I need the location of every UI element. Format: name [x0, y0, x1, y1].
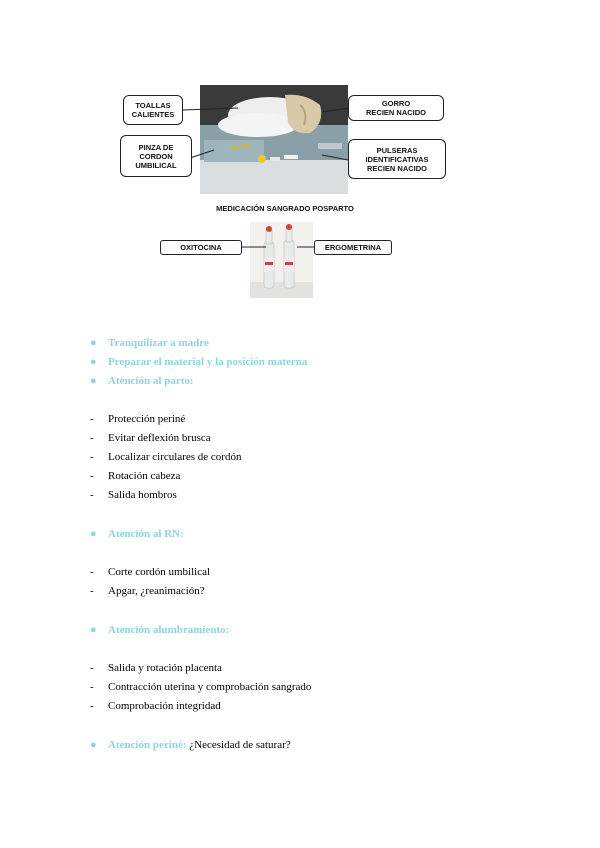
bullet-delivery: ● Atención al parto:	[90, 375, 194, 387]
bullet-icon: ●	[90, 528, 97, 540]
list-item: - Salida y rotación placenta	[90, 662, 222, 674]
callout-towels: TOALLAS CALIENTES	[123, 95, 183, 125]
drug-oxitocina: OXITOCINA	[160, 240, 242, 255]
bullet-calm: ● Tranquilizar a madre	[90, 337, 209, 349]
drug-ergometrina: ERGOMETRINA	[314, 240, 392, 255]
list-item: - Apgar, ¿reanimación?	[90, 585, 205, 597]
medication-title: MEDICACIÓN SANGRADO POSPARTO	[216, 204, 354, 213]
bullet-icon: ●	[90, 739, 97, 751]
callout-cap: GORRO RECIEN NACIDO	[348, 95, 444, 121]
bullet-perineum: ● Atención periné: ¿Necesidad de saturar?	[90, 739, 291, 751]
list-item: - Localizar circulares de cordón	[90, 451, 242, 463]
list-item: - Corte cordón umbilical	[90, 566, 211, 578]
bullet-icon: ●	[90, 624, 97, 636]
list-item: - Rotación cabeza	[90, 470, 181, 482]
list-item: - Comprobación integridad	[90, 700, 221, 712]
bullet-prepare: ● Preparar el material y la posición materna	[90, 356, 308, 368]
list-item: - Contracción uterina y comprobación sangrado	[90, 681, 312, 693]
callout-clamp: PINZA DE CORDON UMBILICAL	[120, 135, 192, 177]
list-item: - Evitar deflexión brusca	[90, 432, 211, 444]
bullet-placenta: ● Atención alumbramiento:	[90, 624, 230, 636]
list-item: - Salida hombros	[90, 489, 177, 501]
callout-bracelets: PULSERAS IDENTIFICATIVAS RECIEN NACIDO	[348, 139, 446, 179]
bullet-icon: ●	[90, 337, 97, 349]
bullet-newborn: ● Atención al RN:	[90, 528, 184, 540]
drug-lines	[0, 0, 600, 310]
list-item: - Protección periné	[90, 413, 186, 425]
bullet-icon: ●	[90, 356, 97, 368]
perineum-question: ¿Necesidad de saturar?	[189, 739, 291, 751]
supplies-figure	[0, 0, 600, 310]
bullet-icon: ●	[90, 375, 97, 387]
